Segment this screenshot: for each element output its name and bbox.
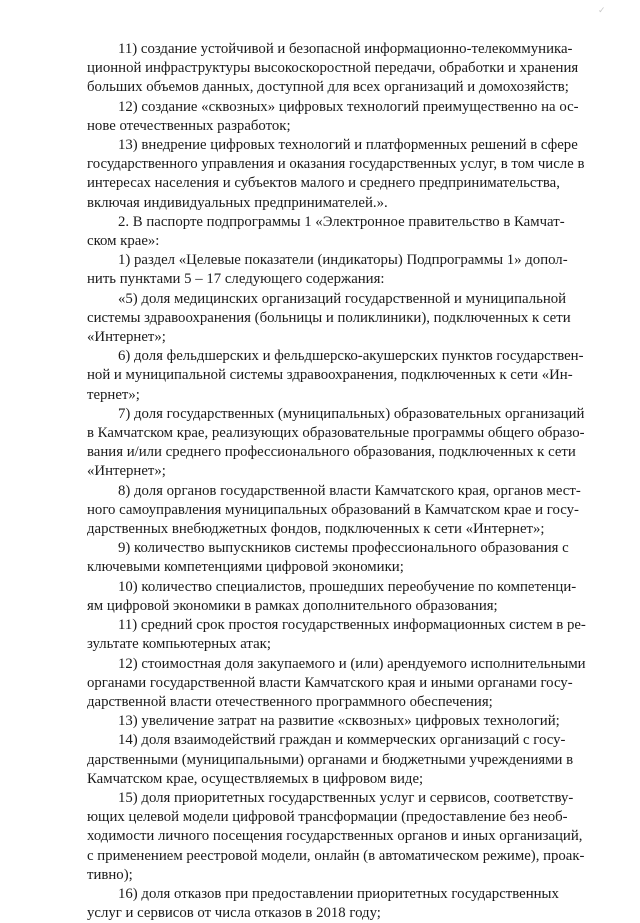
text-line: 11) создание устойчивой и безопасной информационно-телекоммуника- <box>118 41 573 57</box>
text-line: дарственными (муниципальными) органами и бюджетными учреждениями в <box>87 751 574 768</box>
document-body <box>87 40 603 923</box>
text-line: ключевыми компетенциями цифровой экономики; <box>87 559 404 576</box>
paragraph <box>87 40 603 98</box>
paragraph <box>87 290 603 348</box>
text-line: нове отечественных разработок; <box>87 117 291 134</box>
text-line: 12) создание «сквозных» цифровых технологий преимущественно на ос- <box>118 98 579 115</box>
text-line: 16) доля отказов при предоставлении приоритетных государственных <box>118 885 559 902</box>
text-line: услуг и сервисов от числа отказов в 2018 году; <box>87 905 381 922</box>
paragraph <box>87 347 603 405</box>
text-line: системы здравоохранения (больницы и поликлиники), подключенных к сети <box>87 309 571 326</box>
paragraph <box>87 136 603 213</box>
text-line: тернет»; <box>87 386 140 403</box>
text-line: 12) стоимостная доля закупаемого и (или) арендуемого исполнительными <box>118 655 586 672</box>
text-line: 9) количество выпускников системы профессионального образования с <box>118 540 569 557</box>
text-line: ного самоуправления муниципальных образований в Камчатском крае и госу- <box>87 501 579 518</box>
paragraph <box>87 251 603 289</box>
text-line: ходимости личного посещения государственных органов и иных организаций, <box>87 828 583 845</box>
text-line: 13) внедрение цифровых технологий и платформенных решений в сфере <box>118 137 578 154</box>
text-line: государственного управления и оказания государственных услуг, в том числе в <box>87 156 585 173</box>
text-line: дарственной власти отечественного программного обеспечения; <box>87 693 493 710</box>
paragraph <box>87 731 603 789</box>
text-line: 14) доля взаимодействий граждан и коммерческих организаций с госу- <box>118 732 566 749</box>
paragraph <box>87 712 603 731</box>
paragraph <box>87 98 603 136</box>
paragraph <box>87 405 603 482</box>
paragraph <box>87 539 603 577</box>
text-line: 7) доля государственных (муниципальных) образовательных организаций <box>118 405 585 422</box>
text-line: дарственных внебюджетных фондов, подключенных к сети «Интернет»; <box>87 521 545 538</box>
text-line: 6) доля фельдшерских и фельдшерско-акушерских пунктов государствен- <box>118 348 584 365</box>
corner-mark: ✓ <box>598 6 606 16</box>
text-line: больших объемов данных, доступной для всех организаций и домохозяйств; <box>87 79 569 96</box>
text-line: в Камчатском крае, реализующих образовательные программы общего образо- <box>87 425 585 442</box>
text-line: 1) раздел «Целевые показатели (индикаторы) Подпрограммы 1» допол- <box>118 252 568 269</box>
text-line: ной и муниципальной системы здравоохранения, подключенных к сети «Ин- <box>87 367 573 384</box>
paragraph <box>87 482 603 540</box>
text-line: ском крае»: <box>87 233 160 250</box>
text-line: Камчатском крае, осуществляемых в цифровом виде; <box>87 770 424 787</box>
text-line: нить пунктами 5 – 17 следующего содержания: <box>87 271 385 288</box>
text-line: ям цифровой экономики в рамках дополнительного образования; <box>87 597 498 614</box>
paragraph <box>87 578 603 616</box>
text-line: ционной инфраструктуры высокоскоростной передачи, обработки и хранения <box>87 60 579 77</box>
paragraph <box>87 616 603 654</box>
paragraph <box>87 789 603 885</box>
text-line: «5) доля медицинских организаций государственной и муниципальной <box>118 290 567 307</box>
text-line: 8) доля органов государственной власти Камчатского края, органов мест- <box>118 482 581 499</box>
text-line: с применением реестровой модели, онлайн (в автоматическом режиме), проак- <box>87 847 585 864</box>
paragraph <box>87 655 603 713</box>
text-line: интересах населения и субъектов малого и среднего предпринимательства, <box>87 175 560 192</box>
paragraph <box>87 213 603 251</box>
text-line: тивно); <box>87 866 133 883</box>
text-line: 11) средний срок простоя государственных информационных систем в ре- <box>118 617 586 634</box>
text-line: 13) увеличение затрат на развитие «сквозных» цифровых технологий; <box>118 713 560 730</box>
paragraph <box>87 885 603 923</box>
text-line: включая индивидуальных предпринимателей.». <box>87 194 388 211</box>
text-line: ющих целевой модели цифровой трансформации (предоставление без необ- <box>87 809 568 826</box>
text-line: органами государственной власти Камчатского края и иными органами госу- <box>87 674 573 691</box>
text-line: 2. В паспорте подпрограммы 1 «Электронное правительство в Камчат- <box>118 213 565 230</box>
text-line: 10) количество специалистов, прошедших переобучение по компетенци- <box>118 578 577 595</box>
text-line: зультате компьютерных атак; <box>87 636 271 653</box>
text-line: «Интернет»; <box>87 329 166 346</box>
text-line: «Интернет»; <box>87 463 166 480</box>
text-line: 15) доля приоритетных государственных услуг и сервисов, соответству- <box>118 789 574 806</box>
text-line: вания и/или среднего профессионального образования, подключенных к сети <box>87 444 576 461</box>
